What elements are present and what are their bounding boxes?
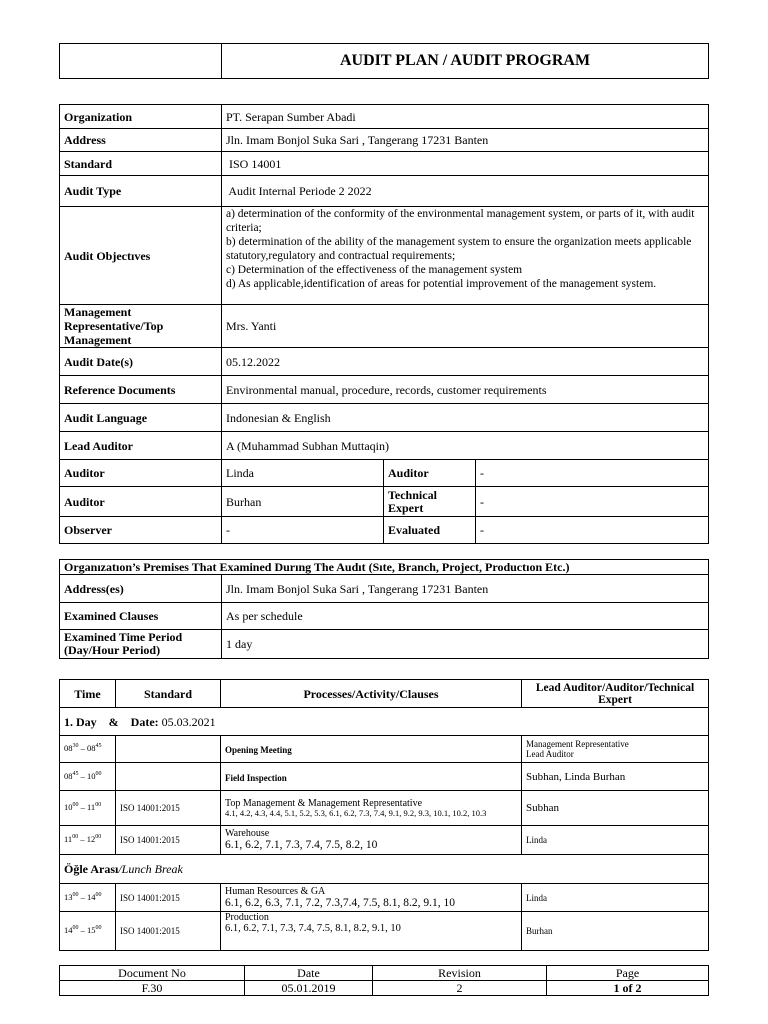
- standard-value: ISO 14001: [222, 152, 709, 176]
- process-clauses: 4.1, 4.2, 4.3, 4.4, 5.1, 5.2, 5.3, 6.1, 6.2, 7.3, 7.4, 9.1, 9.2, 9.3, 10.1, 10.2, 10.3: [225, 807, 487, 818]
- day-amp: &: [108, 714, 119, 729]
- reference-docs-value: Environmental manual, procedure, records, customer requirements: [222, 376, 709, 404]
- organization-label: Organization: [60, 105, 222, 129]
- auditor-value-right: -: [476, 460, 709, 487]
- process-title: Top Management & Management Representative: [225, 797, 423, 809]
- audit-type-label: Audit Type: [60, 176, 222, 207]
- day-label: 1. Day: [64, 714, 97, 729]
- lunch-break-bold: Öğle Arası: [64, 862, 119, 876]
- management-rep-value: Mrs. Yanti: [222, 305, 709, 348]
- management-rep-label: Management Representative/Top Management: [60, 305, 222, 348]
- schedule-table: [59, 679, 709, 951]
- examined-period-value: 1 day: [222, 630, 709, 659]
- schedule-standard: [116, 736, 221, 763]
- lead-auditor-value: A (Muhammad Subhan Muttaqin): [222, 432, 709, 460]
- examined-period-label: Examined Time Period (Day/Hour Period): [60, 630, 222, 659]
- objective-item: c) Determination of the effectiveness of the management system: [226, 264, 523, 276]
- objective-item: b) determination of the ability of the management system to ensure the organization meets applicable statutory,regulatory and contractual requirements;: [226, 236, 692, 262]
- process-clauses: 6.1, 6.2, 7.1, 7.3, 7.4, 7.5, 8.1, 8.2, 9.1, 10: [225, 923, 401, 934]
- schedule-auditor: Subhan, Linda Burhan: [522, 763, 709, 791]
- standard-label: Standard: [60, 152, 222, 176]
- footer-page: 1 of 2: [547, 981, 709, 996]
- schedule-auditor: Management Representative Lead Auditor: [522, 736, 709, 763]
- audit-objectives-value: [222, 207, 709, 305]
- footer-table: [59, 965, 709, 996]
- reference-docs-label: Reference Documents: [60, 376, 222, 404]
- date-value: 05.03.2021: [161, 714, 216, 729]
- address-label: Address: [60, 129, 222, 152]
- schedule-time: $14^{00} - 15^{00}$: [60, 912, 116, 951]
- process-clauses: 6.1, 6.2, 6.3, 7.1, 7.2, 7.3,7.4, 7.5, 8.1, 8.2, 9.1, 10: [225, 896, 455, 909]
- premises-heading: Organızatıon’s Premises That Examined Durıng The Audıt (Sıte, Branch, Project, Productıon Etc.): [60, 560, 709, 575]
- schedule-process: [221, 791, 522, 826]
- premises-address-label: Address(es): [60, 575, 222, 603]
- organization-value: PT. Serapan Sumber Abadi: [222, 105, 709, 129]
- schedule-process: [221, 912, 522, 951]
- process-title: Production: [225, 912, 269, 923]
- examined-clauses-label: Examined Clauses: [60, 603, 222, 630]
- auditor-label-right: Auditor: [384, 460, 476, 487]
- schedule-time: $13^{00} - 14^{00}$: [60, 884, 116, 912]
- process-title: Warehouse: [225, 828, 270, 839]
- auditor-label: Auditor: [60, 460, 222, 487]
- footer-doc-no: F.30: [60, 981, 245, 996]
- process-title: Human Resources & GA: [225, 885, 326, 897]
- schedule-process: [221, 736, 522, 763]
- schedule-auditor: Linda: [522, 884, 709, 912]
- premises-table: [59, 559, 709, 659]
- footer-revision: 2: [373, 981, 547, 996]
- technical-expert-label: Technical Expert: [384, 487, 476, 517]
- date-label: Date:: [130, 714, 159, 729]
- schedule-process: [221, 826, 522, 855]
- lunch-break-row: [60, 855, 709, 884]
- process-title: Field Inspection: [225, 772, 287, 783]
- premises-address-value: Jln. Imam Bonjol Suka Sari , Tangerang 17231 Banten: [222, 575, 709, 603]
- process-title: Opening Meeting: [225, 745, 292, 755]
- schedule-standard: ISO 14001:2015: [116, 912, 221, 951]
- audit-language-value: Indonesian & English: [222, 404, 709, 432]
- schedule-process: [221, 884, 522, 912]
- footer-revision-label: Revision: [373, 966, 547, 981]
- schedule-time: $10^{00} - 11^{00}$: [60, 791, 116, 826]
- schedule-header-time: Time: [60, 680, 116, 708]
- audit-dates-value: 05.12.2022: [222, 348, 709, 376]
- evaluated-value: -: [476, 517, 709, 544]
- schedule-header-standard: Standard: [116, 680, 221, 708]
- schedule-standard: ISO 14001:2015: [116, 791, 221, 826]
- schedule-header-auditor: Lead Auditor/Auditor/Technical Expert: [522, 680, 709, 708]
- audit-objectives-label: Audit Objectıves: [60, 207, 222, 305]
- footer-page-label: Page: [547, 966, 709, 981]
- objective-item: d) As applicable,identification of areas for potential improvement of the management system.: [226, 278, 657, 290]
- observer-value: -: [222, 517, 384, 544]
- schedule-header-processes: Processes/Activity/Clauses: [221, 680, 522, 708]
- objective-item: a) determination of the conformity of the environmental management system, or parts of it, with audit criteria;: [226, 208, 695, 234]
- technical-expert-value: -: [476, 487, 709, 517]
- footer-date-label: Date: [245, 966, 373, 981]
- schedule-standard: ISO 14001:2015: [116, 884, 221, 912]
- title-table: [59, 43, 709, 79]
- schedule-time: $08^{45} - 10^{00}$: [60, 763, 116, 791]
- document-title: AUDIT PLAN / AUDIT PROGRAM: [222, 44, 709, 79]
- audit-dates-label: Audit Date(s): [60, 348, 222, 376]
- footer-date: 05.01.2019: [245, 981, 373, 996]
- process-clauses: 6.1, 6.2, 7.1, 7.3, 7.4, 7.5, 8.2, 10: [225, 839, 378, 851]
- audit-info-table: [59, 104, 709, 544]
- schedule-auditor: Burhan: [522, 912, 709, 951]
- audit-type-value: Audit Internal Periode 2 2022: [222, 176, 709, 207]
- schedule-standard: ISO 14001:2015: [116, 826, 221, 855]
- schedule-auditor: Subhan: [522, 791, 709, 826]
- schedule-time: $11^{00} - 12^{00}$: [60, 826, 116, 855]
- schedule-auditor: Linda: [522, 826, 709, 855]
- lunch-break-italic: /Lunch Break: [118, 862, 183, 876]
- auditor-value: Linda: [222, 460, 384, 487]
- evaluated-label: Evaluated: [384, 517, 476, 544]
- day-row: [60, 708, 709, 736]
- footer-doc-no-label: Document No: [60, 966, 245, 981]
- examined-clauses-value: As per schedule: [222, 603, 709, 630]
- audit-language-label: Audit Language: [60, 404, 222, 432]
- lead-auditor-label: Lead Auditor: [60, 432, 222, 460]
- schedule-time: $08^{30} - 08^{45}$: [60, 736, 116, 763]
- auditor-value-2: Burhan: [222, 487, 384, 517]
- observer-label: Observer: [60, 517, 222, 544]
- title-blank-cell: [60, 44, 222, 79]
- schedule-process: [221, 763, 522, 791]
- auditor-label-2: Auditor: [60, 487, 222, 517]
- address-value: Jln. Imam Bonjol Suka Sari , Tangerang 17231 Banten: [222, 129, 709, 152]
- schedule-standard: [116, 763, 221, 791]
